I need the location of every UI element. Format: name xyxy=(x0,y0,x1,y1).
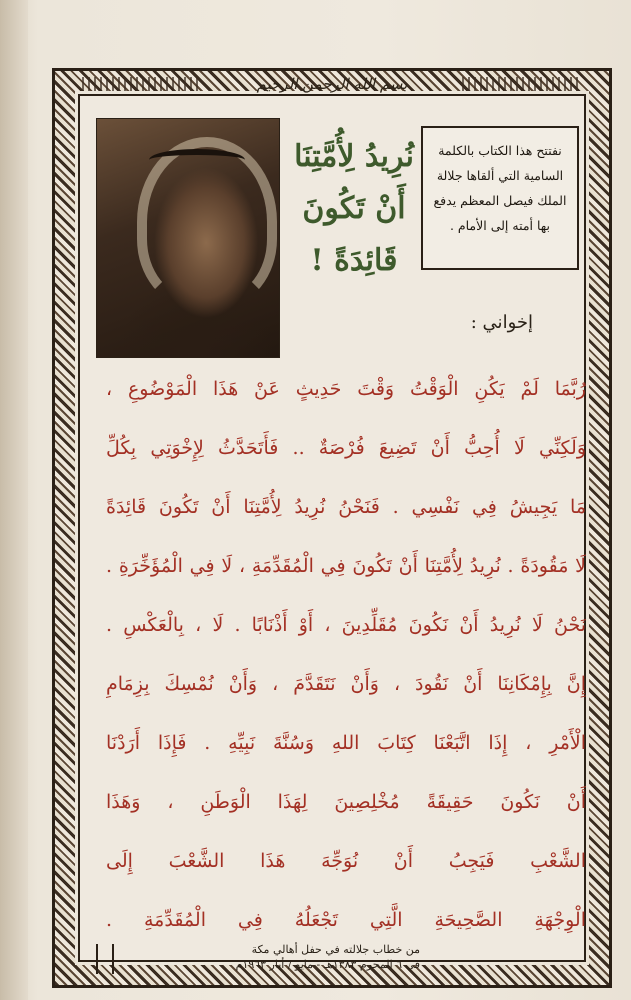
speech-body xyxy=(106,360,586,950)
book-spine-shadow xyxy=(0,0,28,1000)
source-citation xyxy=(120,942,420,972)
basmala: بسم الله الرحمن الرحيم xyxy=(256,75,408,93)
speech-line: وَلَكِنِّي لَا أُحِبُّ أَنْ تَضِيعَ فُرْصَةٌ .. فَأَتَحَدَّثُ لِإِخْوَتِي بِكُلِّ xyxy=(106,437,586,459)
speech-line: لَا مَقُودَةً . نُرِيدُ لِأُمَّتِنَا أَنْ تَكُونَ فِي الْمُقَدِّمَةِ ، لَا فِي الْمُؤَخِّرَةِ . xyxy=(106,555,586,577)
title-line-3: قَائِدَةً ! xyxy=(310,243,398,278)
greeting: إخواني : xyxy=(470,312,533,333)
calligraphy-title xyxy=(284,124,424,294)
speech-line: أَنْ نَكُونَ حَقِيقَةً مُخْلِصِينَ لِهَذَا الْوَطَنِ ، وَهَذَا xyxy=(106,791,586,813)
header-ornament-right xyxy=(462,77,582,91)
intro-text: نفتتح هذا الكتاب بالكلمة السامية التي ألقاها جلالة الملك فيصل المعظم يدفع بها أمته إلى الأمام . xyxy=(433,143,567,233)
speech-line: رُبَّمَا لَمْ يَكُنِ الْوَقْتُ وَقْتَ حَدِيثٍ عَنْ هَذَا الْمَوْضُوعِ ، xyxy=(106,378,586,400)
speech-line: إِنَّ بِإِمْكَانِنَا أَنْ نَقُودَ ، وَأَنْ نَتَقَدَّمَ ، وَأَنْ نُمْسِكَ بِزِمَامِ xyxy=(106,673,586,695)
intro-box xyxy=(421,126,579,270)
source-line-2: في ٦ المحرم ١٣٨٣هـ - مايو / أيار ١٩٦٣م xyxy=(235,958,420,971)
speech-line: الْأَمْرِ ، إِذَا اتَّبَعْنَا كِتَابَ اللهِ وَسُنَّةَ نَبِيِّهِ . فَإِذَا أَرَدْنَا xyxy=(106,732,586,754)
header-ornament-left xyxy=(82,77,202,91)
speech-line: الْوِجْهَةِ الصَّحِيحَةِ الَّتِي تَجْعَلُهُ فِي الْمُقَدِّمَةِ . xyxy=(106,909,586,931)
source-line-1: من خطاب جلالته في حفل أهالي مكة xyxy=(251,943,420,956)
king-portrait-photo xyxy=(96,118,280,358)
page-marker-ornament xyxy=(96,944,114,974)
agal-shape xyxy=(149,149,245,171)
title-line-1: نُرِيدُ لِأُمَّتِنَا xyxy=(294,139,414,174)
speech-line: نَحْنُ لَا نُرِيدُ أَنْ نَكُونَ مُقَلِّدِينَ ، أَوْ أَذْنَابًا . لَا ، بِالْعَكْسِ . xyxy=(106,614,586,636)
speech-line: الشَّعْبِ فَيَجِبُ أَنْ نُوَجِّهَ هَذَا الشَّعْبَ إِلَى xyxy=(106,850,586,872)
header-band xyxy=(78,71,586,97)
speech-line: مَا يَجِيشُ فِي نَفْسِي . فَنَحْنُ نُرِيدُ لِأُمَّتِنَا أَنْ تَكُونَ قَائِدَةً xyxy=(106,496,586,518)
title-line-2: أَنْ تَكُونَ xyxy=(302,191,406,226)
